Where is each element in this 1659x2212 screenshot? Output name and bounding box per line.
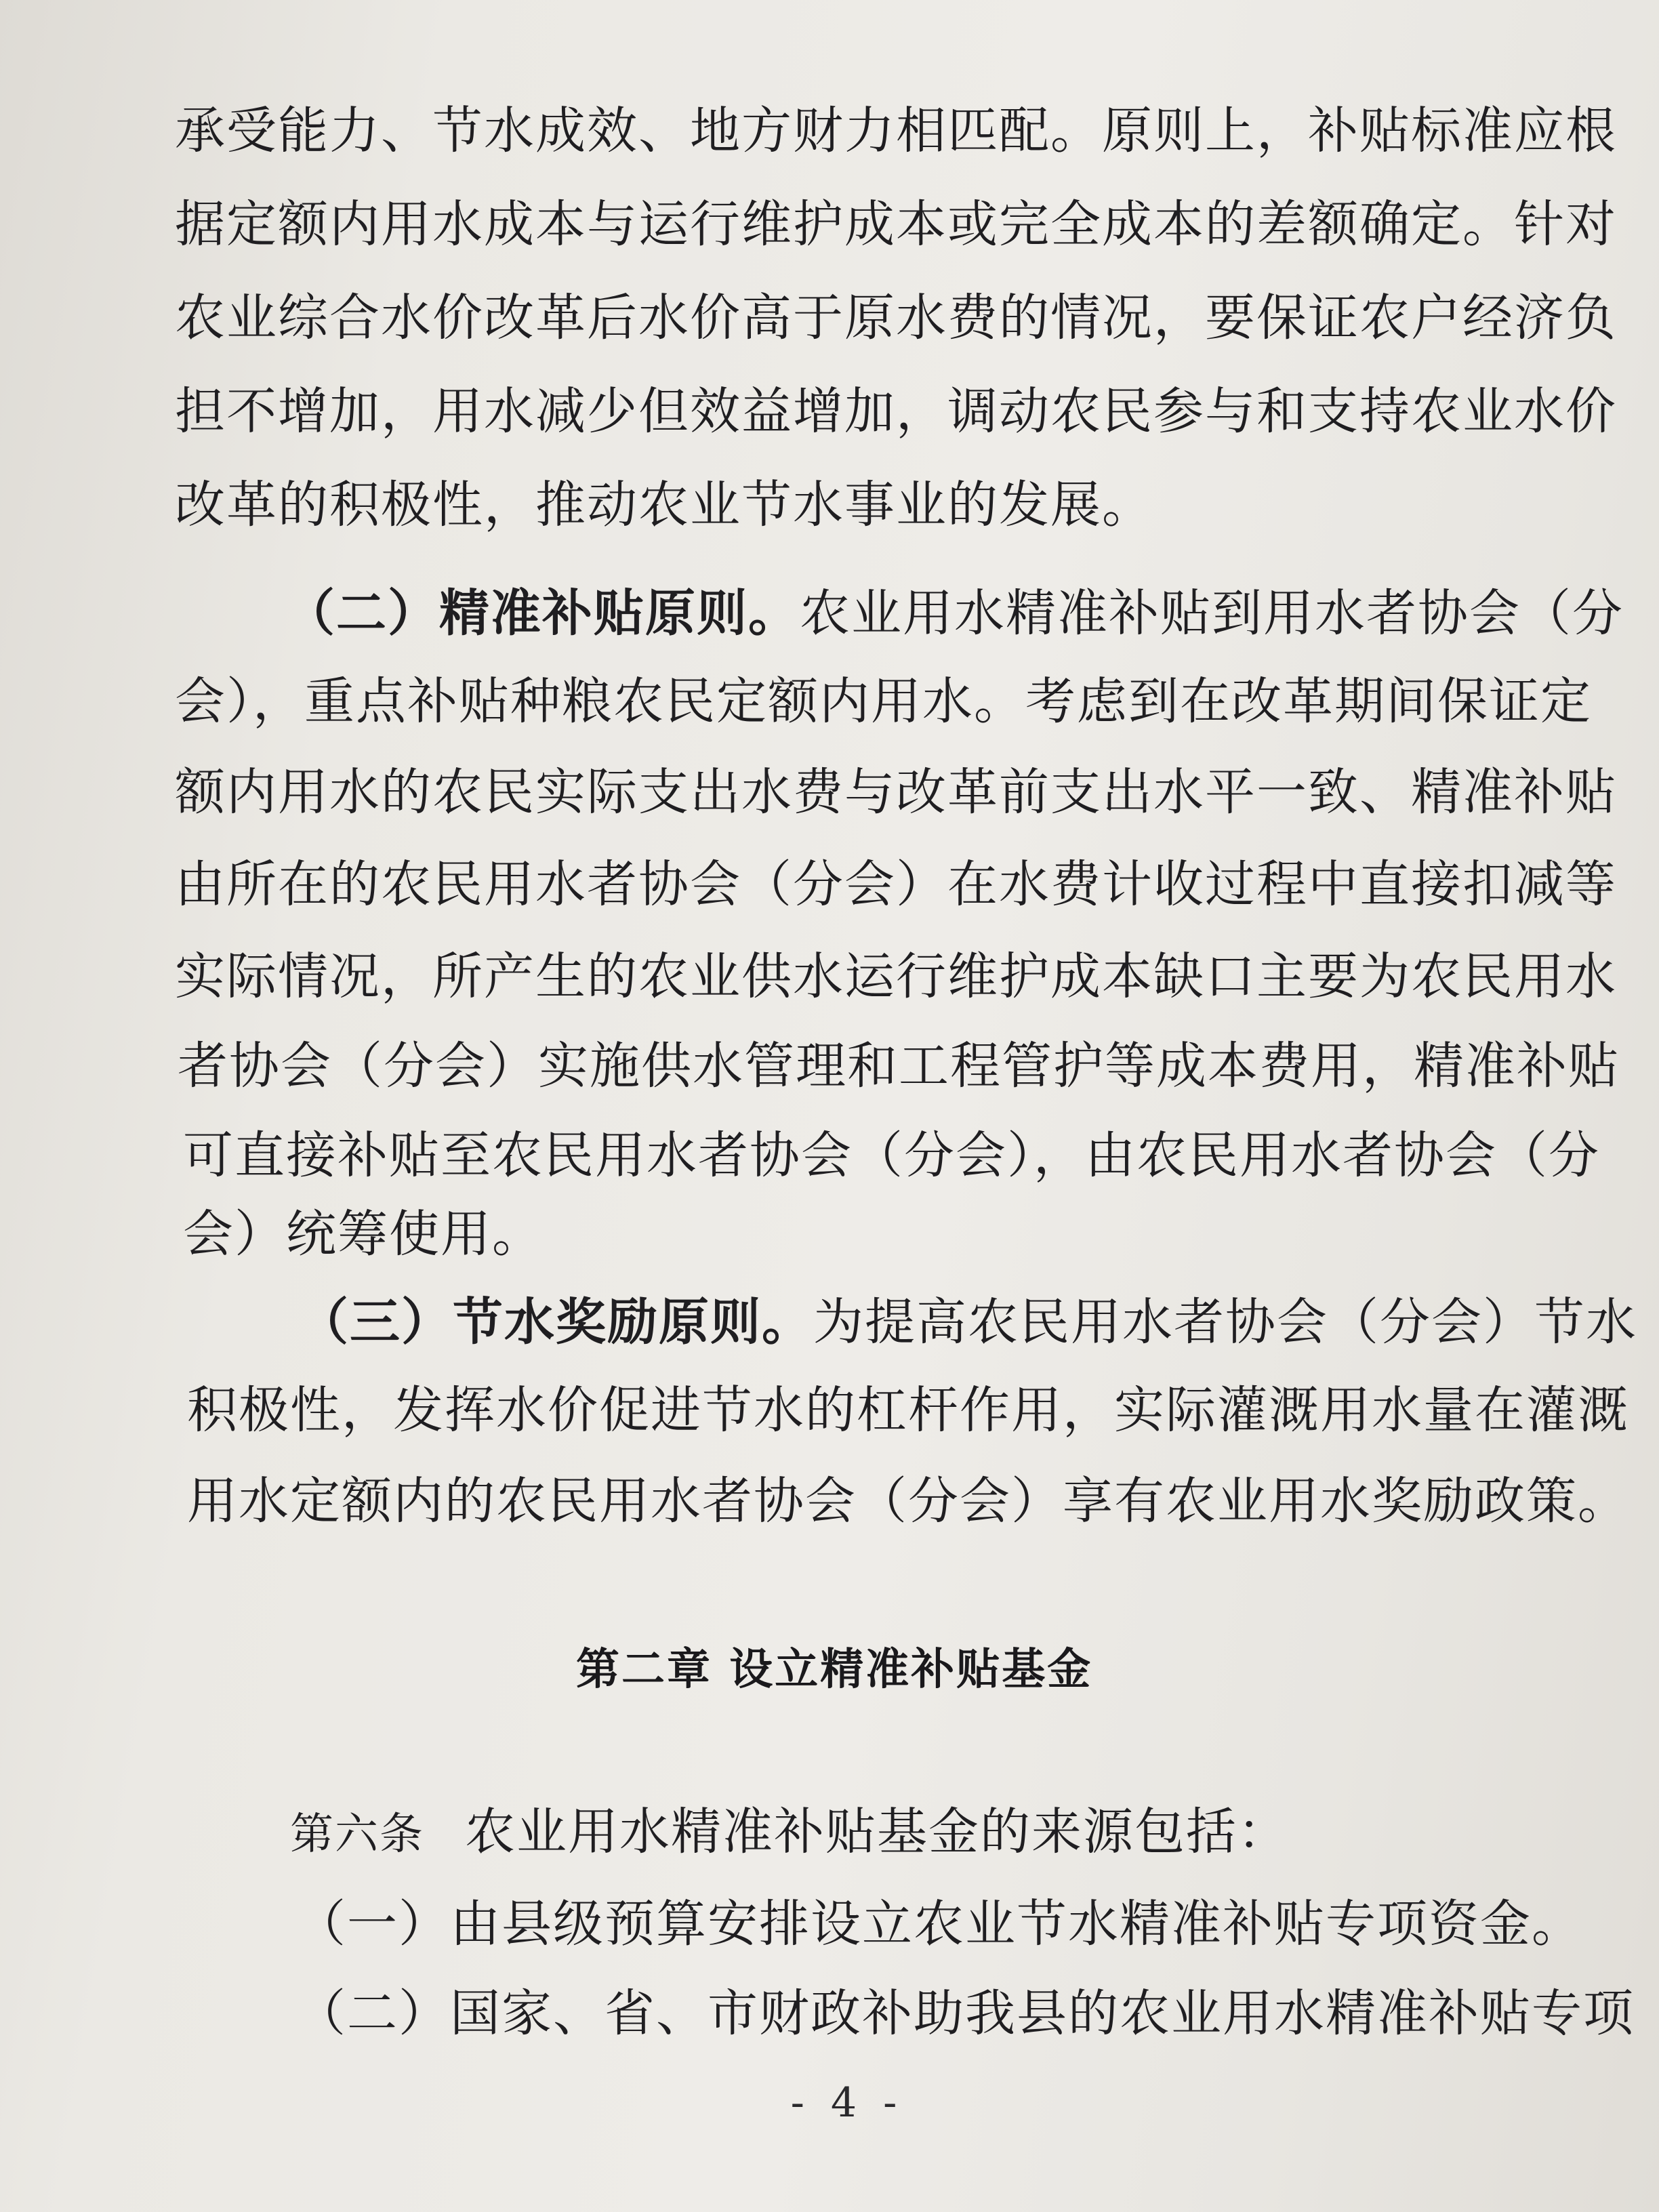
paragraph-line: 承受能力、节水成效、地方财力相匹配。原则上，补贴标准应根 — [175, 102, 1617, 160]
section-3-first-line — [298, 1292, 1637, 1353]
section-2-first-line — [285, 583, 1624, 644]
article-6-label: 第六条 — [290, 1809, 424, 1860]
paragraph-line: 会）统筹使用。 — [183, 1205, 544, 1263]
section-3-text: 为提高农民用水者协会（分会）节水 — [813, 1293, 1637, 1351]
paragraph-line: 由所在的农民用水者协会（分会）在水费计收过程中直接扣减等 — [175, 855, 1617, 914]
article-6-text: 农业用水精准补贴基金的来源包括： — [465, 1803, 1289, 1861]
section-2-text: 农业用水精准补贴到用水者协会（分 — [800, 584, 1624, 642]
section-2-title: （二）精准补贴原则。 — [285, 584, 800, 642]
paragraph-line: 据定额内用水成本与运行维护成本或完全成本的差额确定。针对 — [175, 195, 1617, 253]
paragraph-line: 担不增加，用水减少但效益增加，调动农民参与和支持农业水价 — [175, 382, 1617, 441]
page-number: - 4 - — [790, 2079, 904, 2127]
paragraph-line: 会），重点补贴种粮农民定额内用水。考虑到在改革期间保证定 — [175, 672, 1592, 731]
article-6-line — [290, 1801, 1289, 1865]
article-6-item: （二）国家、省、市财政补助我县的农业用水精准补贴专项 — [295, 1984, 1635, 2043]
paragraph-line: 可直接补贴至农民用水者协会（分会），由农民用水者协会（分 — [183, 1126, 1600, 1185]
section-3-title: （三）节水奖励原则。 — [298, 1293, 813, 1351]
paragraph-line: 积极性，发挥水价促进节水的杠杆作用，实际灌溉用水量在灌溉 — [187, 1381, 1629, 1439]
paragraph-line: 用水定额内的农民用水者协会（分会）享有农业用水奖励政策。 — [187, 1472, 1629, 1530]
paragraph-line: 改革的积极性，推动农业节水事业的发展。 — [175, 476, 1153, 534]
chapter-heading: 第二章 设立精准补贴基金 — [576, 1645, 1093, 1695]
paragraph-line: 农业综合水价改革后水价高于原水费的情况，要保证农户经济负 — [175, 289, 1617, 347]
paragraph-line: 实际情况，所产生的农业供水运行维护成本缺口主要为农民用水 — [175, 947, 1617, 1006]
paragraph-line: 额内用水的农民实际支出水费与改革前支出水平一致、精准补贴 — [175, 763, 1617, 821]
article-6-item: （一）由县级预算安排设立农业节水精准补贴专项资金。 — [295, 1895, 1583, 1953]
paragraph-line: 者协会（分会）实施供水管理和工程管护等成本费用，精准补贴 — [178, 1037, 1620, 1095]
